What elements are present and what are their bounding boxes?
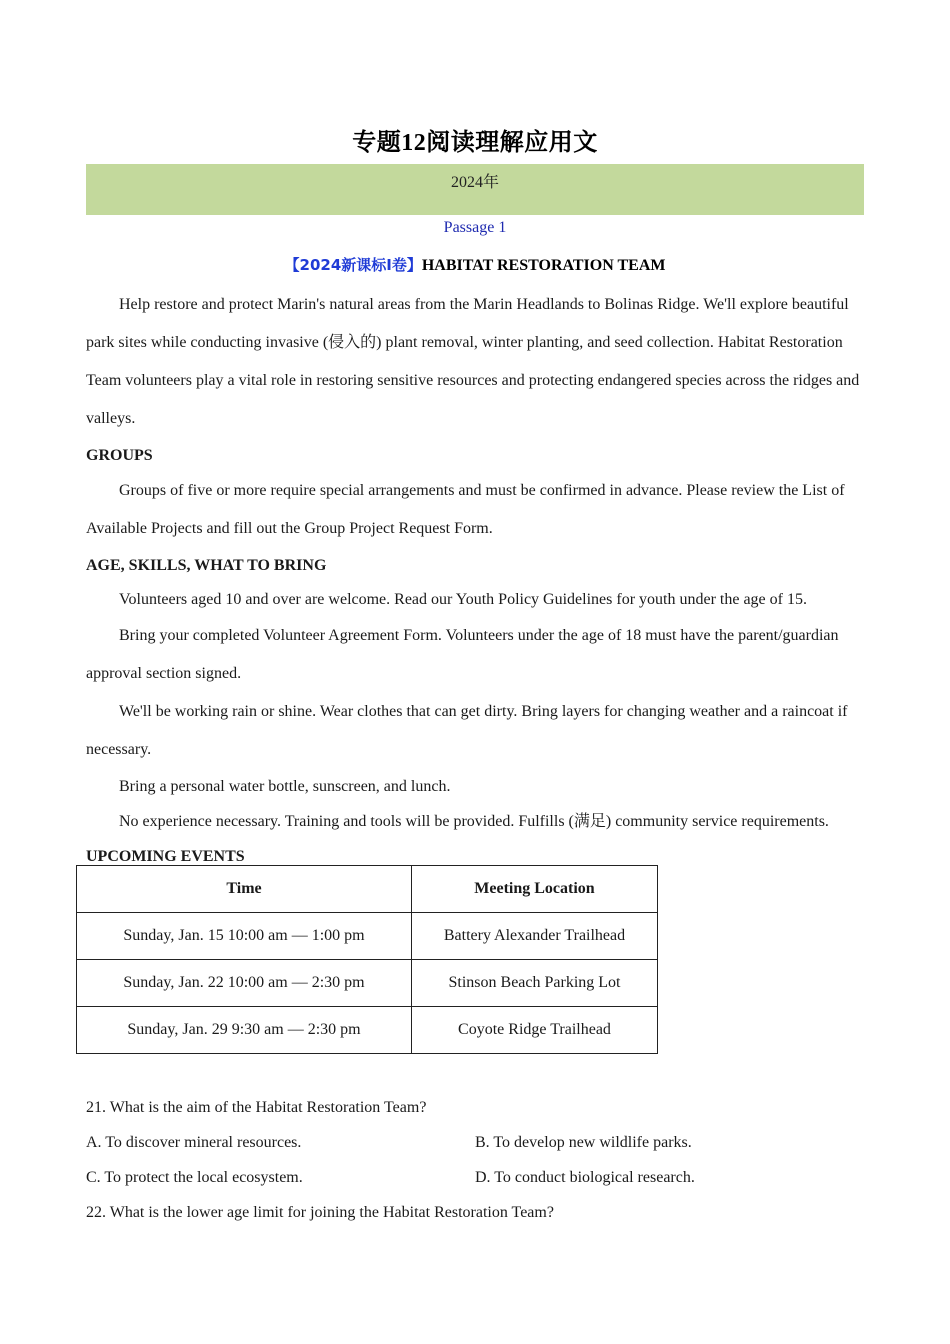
options-row-1 [86,1125,864,1160]
age-paragraph-3: We'll be working rain or shine. Wear clothes that can get dirty. Bring layers for changing weather and a raincoat if necessary. [86,703,848,758]
age-paragraph-1: Volunteers aged 10 and over are welcome. Read our Youth Policy Guidelines for youth under the age of 15. [119,591,807,608]
table-header-location: Meeting Location [412,866,658,913]
table-header-time: Time [77,866,412,913]
option-c: C. To protect the local ecosystem. [86,1169,303,1186]
table-header-row [77,866,658,913]
event-time: Sunday, Jan. 15 10:00 am — 1:00 pm [77,913,412,960]
source-tag: 【2024新课标Ⅰ卷】 [284,256,422,274]
events-heading: UPCOMING EVENTS [86,848,245,865]
age-paragraph-4: Bring a personal water bottle, sunscreen, and lunch. [119,778,451,795]
option-b: B. To develop new wildlife parks. [475,1134,692,1151]
options-row-2 [86,1160,864,1195]
age-heading: AGE, SKILLS, WHAT TO BRING [86,557,327,574]
groups-paragraph: Groups of five or more require special arrangements and must be confirmed in advance. Please review the List of Available Projects and fill out the Group Project Request Form. [86,482,845,537]
event-location: Battery Alexander Trailhead [412,913,658,960]
passage-heading [86,254,864,275]
passage-label: Passage 1 [443,219,507,236]
option-d: D. To conduct biological research. [475,1169,695,1186]
year-label: 2024年 [450,174,499,191]
document-title: 专题12阅读理解应用文 [352,130,598,156]
age-paragraph-5: No experience necessary. Training and tools will be provided. Fulfills (满足) community service requirements. [119,813,829,830]
table-row [77,1007,658,1054]
groups-heading: GROUPS [86,447,153,464]
event-location: Stinson Beach Parking Lot [412,960,658,1007]
passage-title: HABITAT RESTORATION TEAM [421,257,666,274]
question-21: 21. What is the aim of the Habitat Restoration Team? [86,1099,427,1116]
year-band [86,164,864,215]
option-a: A. To discover mineral resources. [86,1134,302,1151]
question-22: 22. What is the lower age limit for joining the Habitat Restoration Team? [86,1204,554,1221]
event-time: Sunday, Jan. 22 10:00 am — 2:30 pm [77,960,412,1007]
passage-body [86,286,864,873]
intro-paragraph: Help restore and protect Marin's natural areas from the Marin Headlands to Bolinas Ridge. We'll explore beautiful park sites while conducting invasive (侵入的) plant removal, winter planting, and seed collection. Habitat Restoration Team volunteers play a vital role in restoring sensitive resources and protecting endangered species across the ridges and valleys. [86,296,860,427]
table-row [77,913,658,960]
questions-section [86,1090,864,1230]
age-paragraph-2: Bring your completed Volunteer Agreement Form. Volunteers under the age of 18 must have the parent/guardian approval section signed. [86,627,839,682]
event-location: Coyote Ridge Trailhead [412,1007,658,1054]
events-table [76,865,658,1054]
event-time: Sunday, Jan. 29 9:30 am — 2:30 pm [77,1007,412,1054]
table-row [77,960,658,1007]
